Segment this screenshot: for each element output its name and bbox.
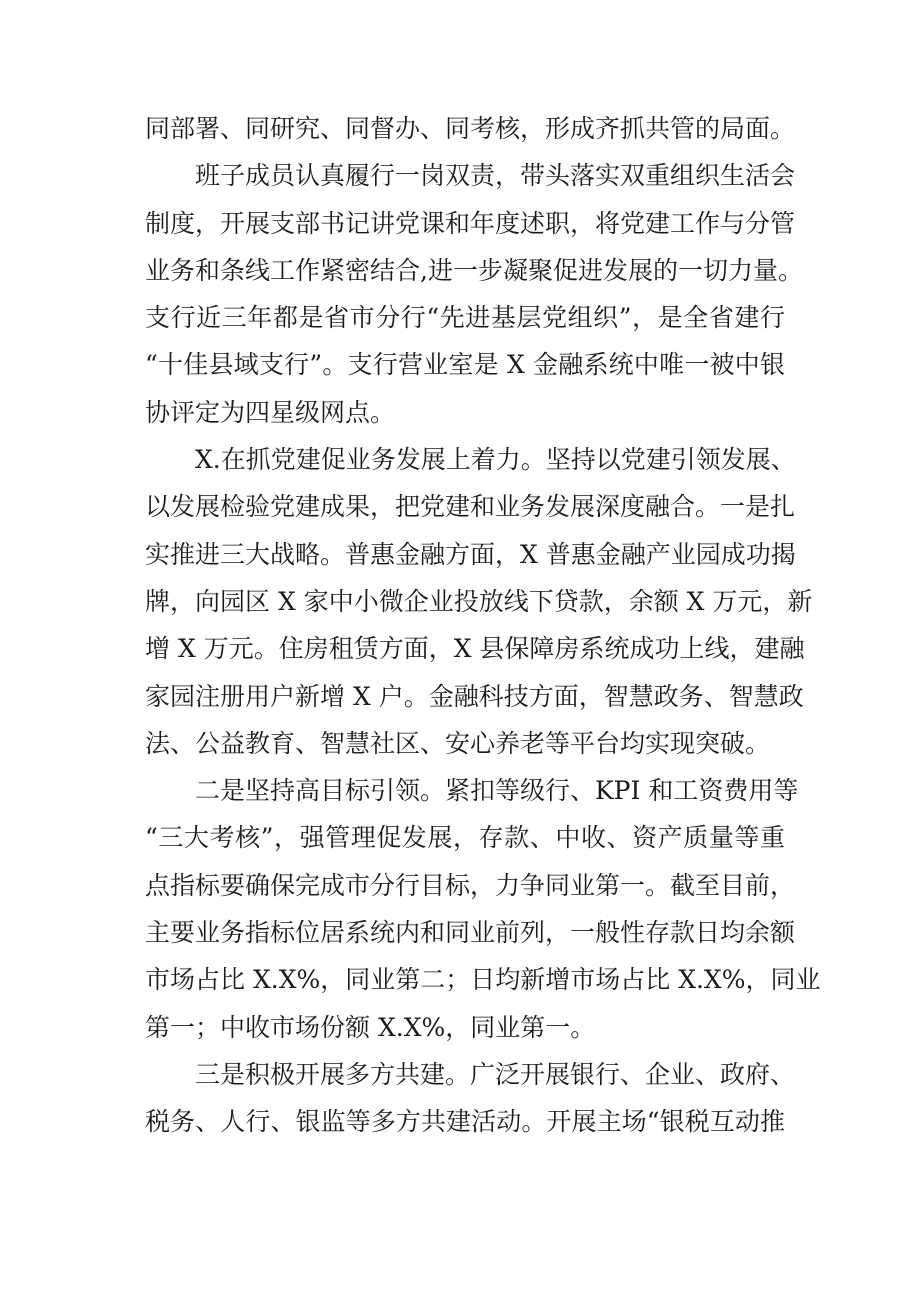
text-line: 协评定为四星级网点。 [145, 397, 396, 427]
text-line: 家园注册用户新增 X 户。金融科技方面，智慧政务、智慧政 [145, 681, 804, 711]
text-line: 牌，向园区 X 家中小微企业投放线下贷款，余额 X 万元，新 [145, 586, 813, 616]
text-line: 班子成员认真履行一岗双责，带头落实双重组织生活会 [195, 161, 796, 191]
text-line: 增 X 万元。住房租赁方面，X 县保障房系统成功上线，建融 [145, 634, 805, 664]
text-line: 税务、人行、银监等多方共建活动。开展主场“银税互动推 [145, 1107, 785, 1137]
text-line: 主要业务指标位居系统内和同业前列，一般性存款日均余额 [145, 918, 796, 948]
text-line: 三是积极开展多方共建。广泛开展银行、企业、政府、 [195, 1059, 796, 1089]
text-line: 业务和条线工作紧密结合,进一步凝聚促进发展的一切力量。 [145, 255, 803, 285]
text-line: 第一；中收市场份额 X.X%，同业第一。 [145, 1012, 596, 1042]
text-line: 制度，开展支部书记讲党课和年度述职，将党建工作与分管 [145, 208, 796, 238]
text-line: 市场占比 X.X%，同业第二；日均新增市场占比 X.X%，同业 [145, 965, 821, 995]
text-line: X.在抓党建促业务发展上着力。坚持以党建引领发展、 [195, 445, 796, 475]
text-line: 同部署、同研究、同督办、同考核，形成齐抓共管的局面。 [145, 114, 796, 143]
text-line: 法、公益教育、智慧社区、安心养老等平台均实现突破。 [145, 728, 771, 758]
text-line: 支行近三年都是省市分行“先进基层党组织”，是全省建行 [145, 303, 785, 333]
text-line: 二是坚持高目标引领。紧扣等级行、KPI 和工资费用等 [195, 776, 799, 806]
text-line: “十佳县域支行”。支行营业室是 X 金融系统中唯一被中银 [145, 350, 785, 380]
text-line: 以发展检验党建成果，把党建和业务发展深度融合。一是扎 [145, 492, 796, 522]
text-line: “三大考核”，强管理促发展，存款、中收、资产质量等重 [145, 823, 785, 853]
text-line: 点指标要确保完成市分行目标，力争同业第一。截至目前， [145, 870, 796, 900]
text-line: 实推进三大战略。普惠金融方面，X 普惠金融产业园成功揭 [145, 539, 796, 569]
document-body [145, 105, 821, 1146]
